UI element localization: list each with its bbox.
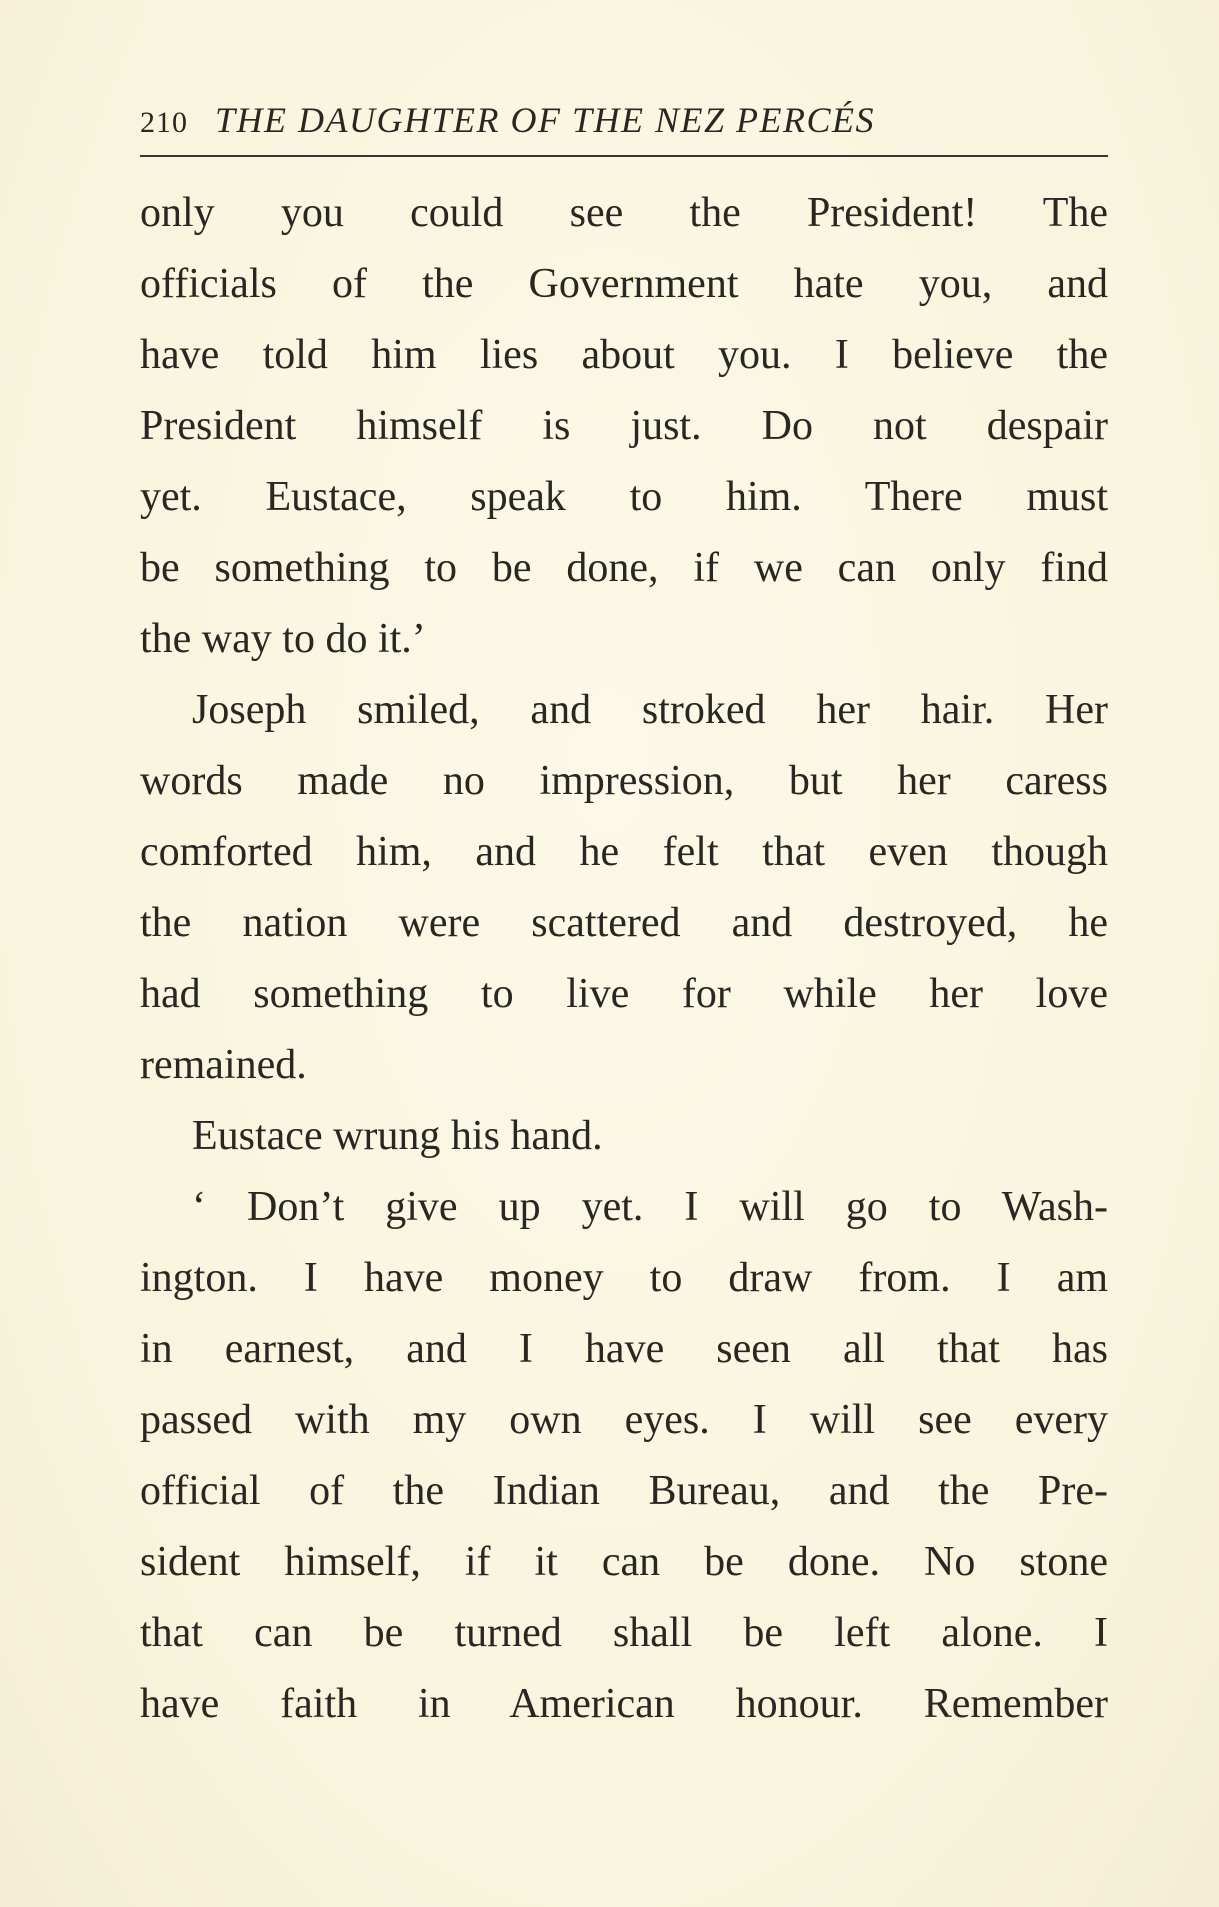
text-line: be something to be done, if we can only find — [140, 545, 1108, 591]
text-line: Eustace wrung his hand. — [192, 1113, 603, 1159]
text-line: official of the Indian Bureau, and the Pre- — [140, 1468, 1108, 1514]
text-line: ington. I have money to draw from. I am — [140, 1255, 1108, 1301]
text-line: the nation were scattered and destroyed, he — [140, 900, 1108, 946]
text-line: officials of the Government hate you, and — [140, 261, 1108, 307]
text-line: yet. Eustace, speak to him. There must — [140, 474, 1108, 520]
text-line: have faith in American honour. Remember — [140, 1681, 1108, 1727]
text-line: President himself is just. Do not despair — [140, 403, 1108, 449]
text-line: ‘ Don’t give up yet. I will go to Wash- — [192, 1184, 1108, 1230]
header-rule — [140, 155, 1108, 157]
page-number: 210 — [140, 106, 188, 139]
text-line: had something to live for while her love — [140, 971, 1108, 1017]
text-line: Joseph smiled, and stroked her hair. Her — [192, 687, 1108, 733]
text-line: words made no impression, but her caress — [140, 758, 1108, 804]
running-header — [140, 92, 1108, 148]
body-text — [140, 178, 1108, 1740]
text-line: comforted him, and he felt that even though — [140, 829, 1108, 875]
text-line: have told him lies about you. I believe the — [140, 332, 1108, 378]
text-line: sident himself, if it can be done. No stone — [140, 1539, 1108, 1585]
text-line: remained. — [140, 1042, 307, 1088]
running-title: THE DAUGHTER OF THE NEZ PERCÉS — [215, 100, 875, 140]
text-line: in earnest, and I have seen all that has — [140, 1326, 1108, 1372]
text-line: the way to do it.’ — [140, 616, 426, 662]
text-line: that can be turned shall be left alone. I — [140, 1610, 1108, 1656]
text-line: only you could see the President! The — [140, 190, 1108, 236]
text-line: passed with my own eyes. I will see every — [140, 1397, 1108, 1443]
